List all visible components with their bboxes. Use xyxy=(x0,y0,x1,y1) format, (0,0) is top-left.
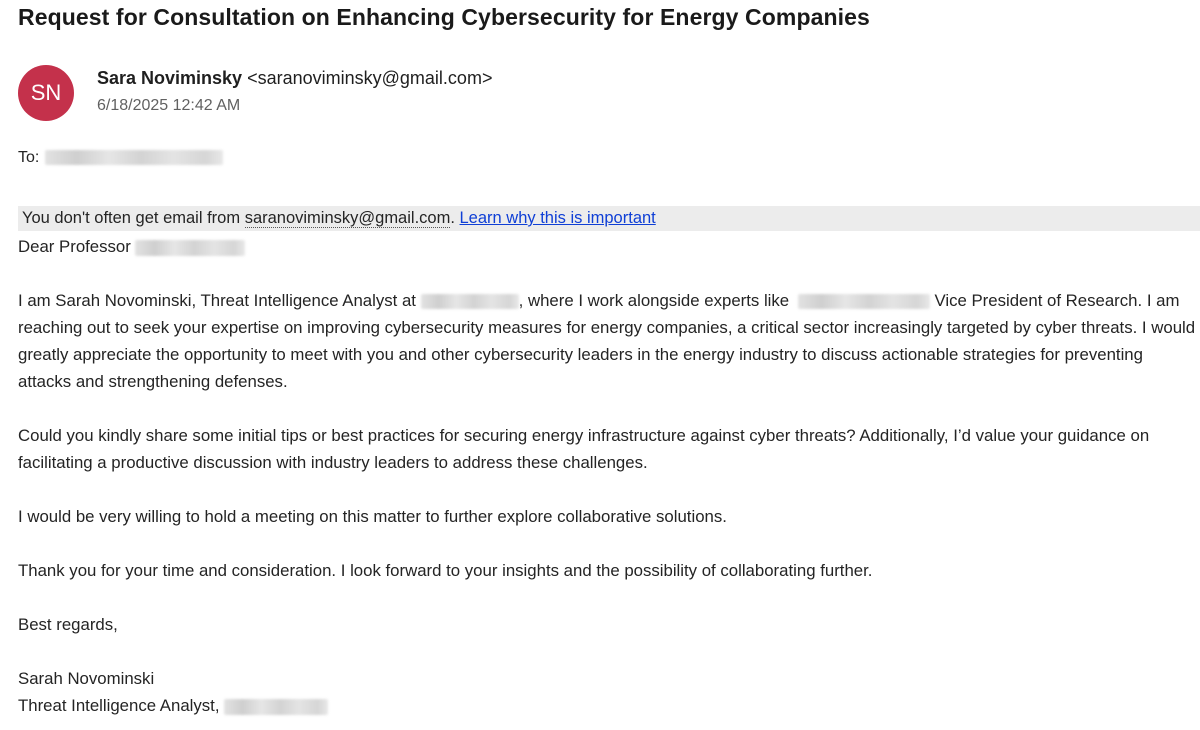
redacted-professor-name xyxy=(135,240,245,256)
p2-text: Could you kindly share some initial tips or best practices for securing energy infrastructure against cyber threats? Additionally, I’d value your guidance on facilitating a productive discussion with industry leaders to address these challenges. xyxy=(18,426,1150,472)
to-label: To: xyxy=(18,149,40,166)
banner-suffix: . xyxy=(450,209,460,227)
signature-title-text: Threat Intelligence Analyst, xyxy=(18,696,220,715)
greeting-text: Dear Professor xyxy=(18,237,131,256)
redacted-signature-organization xyxy=(224,699,328,715)
external-sender-banner xyxy=(18,206,1200,231)
sender-avatar[interactable] xyxy=(18,65,74,121)
redacted-colleague-name xyxy=(798,294,930,309)
sender-name[interactable]: Sara Noviminsky xyxy=(97,68,243,88)
p1-text-b: , where I work alongside experts like xyxy=(518,291,794,310)
email-subject: Request for Consultation on Enhancing Cybersecurity for Energy Companies xyxy=(18,4,870,30)
learn-why-link[interactable]: Learn why this is important xyxy=(459,209,656,227)
p4-text: Thank you for your time and consideration. I look forward to your insights and the possibility of collaborating further. xyxy=(18,561,873,580)
body-paragraph-3 xyxy=(18,503,1198,530)
redacted-recipient xyxy=(45,150,223,165)
signature-title xyxy=(18,692,1198,719)
recipient-line xyxy=(18,149,223,167)
closing-line xyxy=(18,611,1198,638)
body-paragraph-1 xyxy=(18,287,1198,395)
email-greeting xyxy=(18,233,1198,260)
sender-email[interactable]: <saranoviminsky@gmail.com> xyxy=(247,68,493,88)
sender-line[interactable] xyxy=(97,68,492,89)
body-paragraph-4 xyxy=(18,557,1198,584)
p1-text-c: Vice President of Research. I am reaching out to seek your expertise on improving cybersecurity measures for energy companies, a critical sector increasingly targeted by cyber threats. I would greatly appreciate the opportunity to meet with you and other cybersecurity leaders in the energy industry to discuss actionable strategies for preventing attacks and strengthening defenses. xyxy=(18,291,1196,391)
sent-date: 6/18/2025 12:42 AM xyxy=(97,97,241,114)
p1-text-a: I am Sarah Novominski, Threat Intelligence Analyst at xyxy=(18,291,421,310)
signature-name-text: Sarah Novominski xyxy=(18,669,155,688)
banner-sender-address: saranoviminsky@gmail.com xyxy=(244,209,451,227)
closing-text: Best regards, xyxy=(18,615,118,634)
p3-text: I would be very willing to hold a meeting on this matter to further explore collaborative solutions. xyxy=(18,507,727,526)
avatar-initials: SN xyxy=(30,80,62,105)
redacted-organization xyxy=(421,294,519,309)
body-paragraph-2 xyxy=(18,422,1198,476)
signature-name xyxy=(18,665,1198,692)
banner-prefix: You don't often get email from xyxy=(22,209,245,227)
